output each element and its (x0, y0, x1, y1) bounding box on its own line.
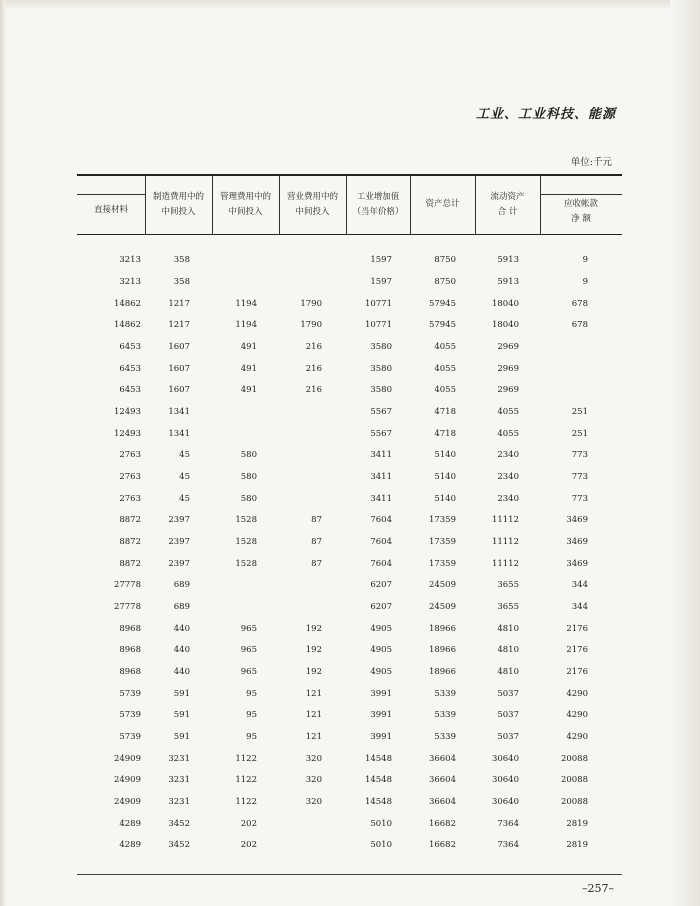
table-row (0, 277, 700, 291)
table-cell: 440 (173, 667, 190, 677)
table-row (0, 450, 700, 464)
table-cell: 2176 (566, 645, 588, 655)
table-header-rule (77, 234, 622, 235)
column-header: 营业费用中的 中间投入 (286, 192, 338, 217)
table-row (0, 797, 700, 811)
table-cell: 3469 (566, 537, 588, 547)
table-cell: 121 (305, 689, 322, 699)
table-cell: 6453 (119, 342, 141, 352)
table-row (0, 537, 700, 551)
table-cell: 36604 (428, 775, 456, 785)
table-row (0, 645, 700, 659)
table-cell: 1122 (235, 797, 257, 807)
table-cell: 5739 (119, 689, 141, 699)
table-cell: 2763 (119, 450, 141, 460)
table-cell: 320 (305, 754, 322, 764)
table-cell: 11112 (491, 537, 519, 547)
table-row (0, 494, 700, 508)
table-cell: 773 (571, 472, 588, 482)
table-cell: 8750 (434, 277, 456, 287)
table-row (0, 407, 700, 421)
table-cell: 5739 (119, 710, 141, 720)
table-cell: 491 (240, 342, 257, 352)
table-cell: 5339 (434, 689, 456, 699)
table-cell: 16682 (428, 819, 456, 829)
table-cell: 216 (305, 342, 322, 352)
section-title: 工业、工业科技、能源 (475, 107, 616, 122)
table-row (0, 754, 700, 768)
table-cell: 30640 (491, 754, 519, 764)
table-cell: 5913 (497, 255, 519, 265)
table-cell: 7364 (497, 840, 519, 850)
table-cell: 4055 (497, 429, 519, 439)
table-cell: 20088 (560, 775, 588, 785)
table-cell: 1341 (168, 407, 190, 417)
table-cell: 1607 (168, 364, 190, 374)
table-cell: 440 (173, 645, 190, 655)
table-row (0, 515, 700, 529)
table-cell: 87 (311, 515, 322, 525)
table-cell: 24509 (428, 580, 456, 590)
table-cell: 3213 (119, 255, 141, 265)
column-header: 流动资产 合 计 (490, 192, 525, 217)
table-cell: 4905 (370, 645, 392, 655)
table-cell: 121 (305, 732, 322, 742)
table-cell: 45 (179, 450, 190, 460)
table-cell: 8872 (119, 515, 141, 525)
table-cell: 580 (240, 494, 257, 504)
column-header: 工业增加值 （当年价格） (352, 192, 404, 217)
table-cell: 4290 (566, 689, 588, 699)
table-cell: 12493 (113, 407, 141, 417)
table-cell: 20088 (560, 797, 588, 807)
table-cell: 965 (240, 624, 257, 634)
table-cell: 27778 (113, 580, 141, 590)
table-cell: 5339 (434, 710, 456, 720)
table-cell: 18966 (428, 667, 456, 677)
table-cell: 10771 (364, 320, 392, 330)
table-cell: 5739 (119, 732, 141, 742)
table-cell: 678 (571, 299, 588, 309)
table-cell: 3991 (370, 732, 392, 742)
table-row (0, 710, 700, 724)
table-cell: 18040 (491, 320, 519, 330)
table-cell: 344 (571, 580, 588, 590)
table-cell: 4905 (370, 667, 392, 677)
table-cell: 4055 (434, 385, 456, 395)
table-cell: 24909 (113, 797, 141, 807)
table-cell: 580 (240, 450, 257, 460)
table-cell: 24509 (428, 602, 456, 612)
table-cell: 2763 (119, 472, 141, 482)
table-cell: 2819 (566, 840, 588, 850)
table-cell: 4718 (434, 429, 456, 439)
table-cell: 45 (179, 494, 190, 504)
table-cell: 57945 (428, 299, 456, 309)
table-cell: 4810 (497, 624, 519, 634)
table-cell: 10771 (364, 299, 392, 309)
table-cell: 3991 (370, 710, 392, 720)
table-row (0, 299, 700, 313)
column-header: 制造费用中的 中间投入 (152, 192, 204, 217)
table-cell: 4290 (566, 732, 588, 742)
table-cell: 1597 (370, 255, 392, 265)
table-row (0, 580, 700, 594)
table-cell: 1790 (300, 320, 322, 330)
table-cell: 4810 (497, 667, 519, 677)
table-cell: 4289 (119, 840, 141, 850)
table-cell: 45 (179, 472, 190, 482)
table-cell: 14548 (364, 754, 392, 764)
table-cell: 1217 (168, 320, 190, 330)
table-cell: 24909 (113, 754, 141, 764)
table-cell: 591 (173, 732, 190, 742)
table-cell: 591 (173, 710, 190, 720)
table-cell: 2397 (168, 537, 190, 547)
table-cell: 11112 (491, 559, 519, 569)
table-cell: 2176 (566, 667, 588, 677)
table-cell: 5567 (370, 407, 392, 417)
table-cell: 2340 (497, 494, 519, 504)
table-cell: 3452 (168, 840, 190, 850)
table-cell: 8968 (119, 645, 141, 655)
table-cell: 344 (571, 602, 588, 612)
table-cell: 8872 (119, 537, 141, 547)
table-cell: 3580 (370, 342, 392, 352)
table-cell: 216 (305, 364, 322, 374)
table-row (0, 255, 700, 269)
table-cell: 216 (305, 385, 322, 395)
table-cell: 1528 (235, 515, 257, 525)
table-cell: 440 (173, 624, 190, 634)
table-row (0, 819, 700, 833)
table-row (0, 667, 700, 681)
column-header: 直接材料 (93, 205, 128, 215)
table-cell: 1790 (300, 299, 322, 309)
page-number: –257– (582, 882, 614, 895)
table-cell: 2969 (497, 342, 519, 352)
table-cell: 3231 (168, 754, 190, 764)
table-cell: 2819 (566, 819, 588, 829)
table-cell: 1607 (168, 385, 190, 395)
table-cell: 9 (582, 255, 588, 265)
table-cell: 18966 (428, 645, 456, 655)
table-cell: 1194 (235, 299, 257, 309)
table-cell: 7604 (370, 559, 392, 569)
table-cell: 202 (240, 840, 257, 850)
table-cell: 12493 (113, 429, 141, 439)
table-cell: 4055 (434, 364, 456, 374)
table-cell: 6207 (370, 602, 392, 612)
table-cell: 3991 (370, 689, 392, 699)
scan-shadow-top (0, 0, 700, 10)
table-cell: 251 (571, 407, 588, 417)
table-cell: 3231 (168, 775, 190, 785)
unit-label: 单位:千元 (570, 157, 612, 168)
table-cell: 121 (305, 710, 322, 720)
table-cell: 87 (311, 537, 322, 547)
table-cell: 57945 (428, 320, 456, 330)
table-cell: 1341 (168, 429, 190, 439)
table-cell: 3655 (497, 580, 519, 590)
table-cell: 14862 (113, 320, 141, 330)
table-cell: 3452 (168, 819, 190, 829)
table-cell: 251 (571, 429, 588, 439)
table-cell: 20088 (560, 754, 588, 764)
table-cell: 192 (305, 645, 322, 655)
table-cell: 14862 (113, 299, 141, 309)
table-cell: 3213 (119, 277, 141, 287)
table-cell: 5140 (434, 450, 456, 460)
table-cell: 95 (246, 732, 257, 742)
column-header: 管理费用中的 中间投入 (219, 192, 271, 217)
table-cell: 4290 (566, 710, 588, 720)
table-cell: 4718 (434, 407, 456, 417)
table-cell: 2969 (497, 385, 519, 395)
table-cell: 8968 (119, 624, 141, 634)
table-row (0, 320, 700, 334)
table-cell: 3411 (370, 450, 392, 460)
table-cell: 2969 (497, 364, 519, 374)
table-cell: 5567 (370, 429, 392, 439)
table-cell: 36604 (428, 797, 456, 807)
table-row (0, 689, 700, 703)
table-cell: 202 (240, 819, 257, 829)
table-cell: 5140 (434, 472, 456, 482)
table-cell: 27778 (113, 602, 141, 612)
table-cell: 1217 (168, 299, 190, 309)
table-cell: 965 (240, 667, 257, 677)
table-cell: 1122 (235, 775, 257, 785)
table-cell: 11112 (491, 515, 519, 525)
table-cell: 7604 (370, 515, 392, 525)
table-cell: 8872 (119, 559, 141, 569)
table-cell: 491 (240, 385, 257, 395)
table-cell: 5339 (434, 732, 456, 742)
table-row (0, 342, 700, 356)
table-row (0, 602, 700, 616)
table-cell: 320 (305, 797, 322, 807)
table-row (0, 732, 700, 746)
table-row (0, 472, 700, 486)
table-cell: 14548 (364, 797, 392, 807)
table-cell: 4810 (497, 645, 519, 655)
table-row (0, 840, 700, 854)
table-cell: 17359 (428, 537, 456, 547)
table-cell: 18966 (428, 624, 456, 634)
table-cell: 1528 (235, 559, 257, 569)
table-cell: 3655 (497, 602, 519, 612)
table-cell: 24909 (113, 775, 141, 785)
table-cell: 2397 (168, 559, 190, 569)
table-cell: 2176 (566, 624, 588, 634)
table-cell: 3580 (370, 364, 392, 374)
table-cell: 5037 (497, 732, 519, 742)
table-cell: 689 (173, 580, 190, 590)
header-subline-left (77, 194, 145, 195)
table-cell: 965 (240, 645, 257, 655)
table-cell: 4055 (434, 342, 456, 352)
table-cell: 1122 (235, 754, 257, 764)
table-cell: 14548 (364, 775, 392, 785)
table-row (0, 429, 700, 443)
table-cell: 1597 (370, 277, 392, 287)
table-cell: 3411 (370, 494, 392, 504)
column-header: 资产总计 (425, 199, 460, 209)
table-cell: 7604 (370, 537, 392, 547)
table-cell: 3469 (566, 559, 588, 569)
table-cell: 7364 (497, 819, 519, 829)
table-cell: 358 (173, 277, 190, 287)
table-cell: 1607 (168, 342, 190, 352)
table-row (0, 559, 700, 573)
table-cell: 9 (582, 277, 588, 287)
table-cell: 30640 (491, 775, 519, 785)
table-cell: 678 (571, 320, 588, 330)
table-cell: 358 (173, 255, 190, 265)
table-cell: 3469 (566, 515, 588, 525)
table-cell: 6453 (119, 385, 141, 395)
table-row (0, 385, 700, 399)
page-bottom-rule (77, 874, 622, 875)
table-cell: 2340 (497, 472, 519, 482)
table-cell: 491 (240, 364, 257, 374)
table-cell: 192 (305, 667, 322, 677)
table-cell: 5913 (497, 277, 519, 287)
table-cell: 95 (246, 710, 257, 720)
table-cell: 5010 (370, 819, 392, 829)
table-cell: 5010 (370, 840, 392, 850)
table-cell: 192 (305, 624, 322, 634)
table-cell: 4289 (119, 819, 141, 829)
table-cell: 580 (240, 472, 257, 482)
table-row (0, 624, 700, 638)
header-subline-right (540, 194, 622, 195)
table-cell: 320 (305, 775, 322, 785)
table-cell: 6207 (370, 580, 392, 590)
table-cell: 16682 (428, 840, 456, 850)
table-cell: 3580 (370, 385, 392, 395)
table-cell: 5037 (497, 689, 519, 699)
table-cell: 5140 (434, 494, 456, 504)
table-cell: 1528 (235, 537, 257, 547)
table-cell: 773 (571, 494, 588, 504)
table-cell: 4905 (370, 624, 392, 634)
table-cell: 773 (571, 450, 588, 460)
table-row (0, 364, 700, 378)
table-cell: 8968 (119, 667, 141, 677)
table-cell: 6453 (119, 364, 141, 374)
table-row (0, 775, 700, 789)
table-cell: 591 (173, 689, 190, 699)
table-cell: 17359 (428, 515, 456, 525)
table-cell: 3231 (168, 797, 190, 807)
column-header: 应收帐款 净 额 (563, 199, 598, 224)
table-cell: 1194 (235, 320, 257, 330)
table-cell: 87 (311, 559, 322, 569)
table-cell: 95 (246, 689, 257, 699)
table-cell: 18040 (491, 299, 519, 309)
table-cell: 2340 (497, 450, 519, 460)
table-cell: 4055 (497, 407, 519, 417)
table-cell: 5037 (497, 710, 519, 720)
table-cell: 689 (173, 602, 190, 612)
table-cell: 3411 (370, 472, 392, 482)
table-cell: 30640 (491, 797, 519, 807)
table-cell: 17359 (428, 559, 456, 569)
table-cell: 36604 (428, 754, 456, 764)
table-cell: 2397 (168, 515, 190, 525)
table-cell: 8750 (434, 255, 456, 265)
table-cell: 2763 (119, 494, 141, 504)
